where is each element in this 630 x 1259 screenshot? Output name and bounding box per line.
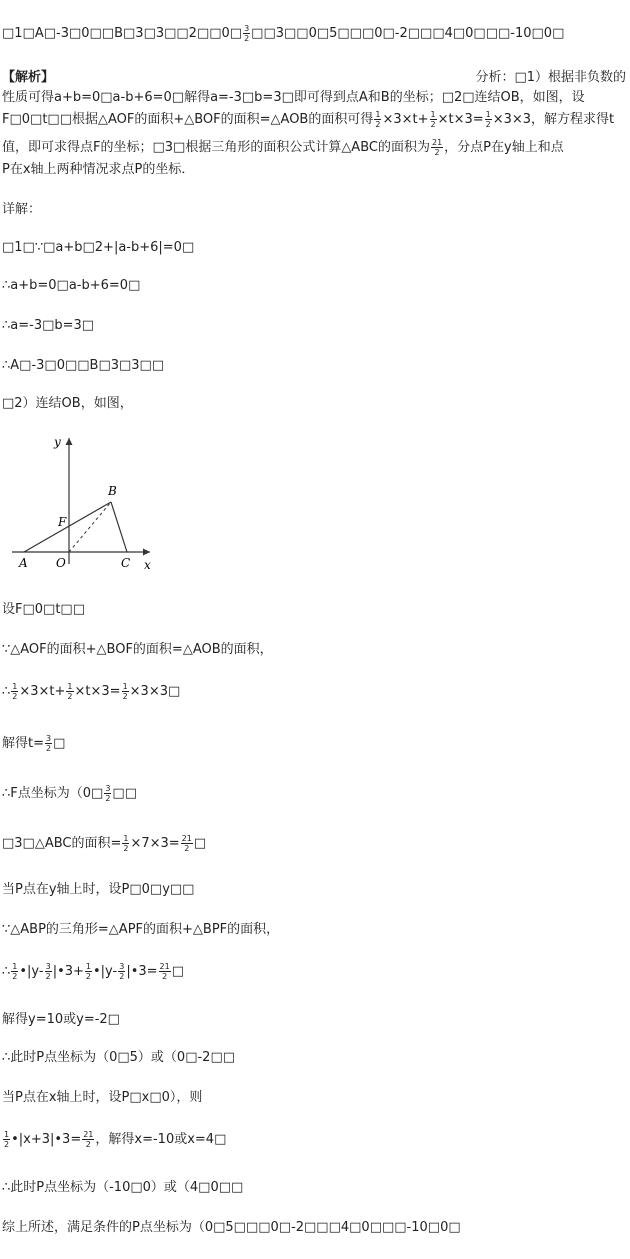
label-f: F [58,515,67,529]
segment-ob [69,502,111,552]
fraction: $\frac{1}{2}$ [123,834,129,853]
fraction: $\frac{1}{2}$ [4,1130,10,1149]
fraction: $\frac{21}{2}$ [431,138,443,157]
label-b: B [108,484,117,498]
fraction: $\frac{21}{2}$ [181,834,192,853]
detail-step-18: $\frac{1}{2}$ •|x+3|•3= $\frac{21}{2}$ ，解得x=-10或x=4□ [4,1130,227,1149]
label-o: O [56,556,66,570]
geometry-figure [10,432,160,572]
fraction: $\frac{1}{2}$ [122,682,128,701]
detail-title: 详解： [2,202,42,217]
answer-text-post: □□3□□0□5□□□0□-2□□□4□0□□□-10□0□ [251,26,565,41]
analysis-line-5: P在x轴上两种情况求点P的坐标． [2,162,195,177]
detail-step-16: ∴此时P点坐标为（0□5）或（0□-2□□ [2,1050,236,1065]
detail-step-1: □1□∵□a+b□2+|a-b+6|=0□ [2,240,195,255]
fraction: $\frac{1}{2}$ [485,110,491,129]
fraction: $\frac{1}{2}$ [85,962,91,981]
detail-step-3: ∴a=-3□b=3□ [2,318,95,333]
segment-ab [24,502,111,552]
analysis-line-2: 性质可得a+b=0□a-b+6=0□解得a=-3□b=3□即可得到点A和B的坐标；□2□连结OB，如图，设 [2,90,585,105]
detail-step-7: ∵△AOF的面积+△BOF的面积=△AOB的面积， [2,642,273,657]
analysis-line-4: 值，即可求得点F的坐标；□3□根据三角形的面积公式计算△ABC的面积为 $\frac{21}{2}$ ，分点P在y轴上和点 [2,138,564,157]
fraction: $\frac{21}{2}$ [159,962,170,981]
fraction: $\frac{3}{2}$ [45,962,51,981]
label-a: A [19,556,28,570]
fraction: $\frac{1}{2}$ [12,682,18,701]
detail-step-2: ∴a+b=0□a-b+6=0□ [2,278,141,293]
detail-step-14: ∴ $\frac{1}{2}$ •|y- $\frac{3}{2}$ |•3+ $\frac{1}{2}$ •|y- $\frac{3}{2}$ |•3= $\frac{21}{2}$ □ [2,962,185,981]
detail-step-12: 当P点在y轴上时，设P□0□y□□ [2,882,195,897]
detail-step-9: 解得t= $\frac{3}{2}$ □ [2,734,66,753]
answer-text-pre: □1□A□-3□0□□B□3□3□□2□□0□ [2,26,243,41]
analysis-intro: 分析：□1）根据非负数的 [475,70,626,85]
detail-conclusion: 综上所述，满足条件的P点坐标为（0□5□□□0□-2□□□4□0□□□-10□0□ [2,1220,461,1235]
label-c: C [121,556,131,570]
fraction: $\frac{3}{2}$ [46,734,52,753]
analysis-line-3: F□0□t□□根据△AOF的面积+△BOF的面积=△AOB的面积可得 $\frac{1}{2}$ ×3×t+ $\frac{1}{2}$ ×t×3= $\frac{1}{2}$ ×3×3，解方程求得t [2,110,615,129]
detail-step-6: 设F□0□t□□ [2,602,85,617]
detail-step-15: 解得y=10或y=-2□ [2,1012,120,1027]
y-axis-label: y [54,435,61,449]
fraction: $\frac{21}{2}$ [83,1130,94,1149]
answer-line [2,24,564,44]
detail-step-5: □2）连结OB，如图， [2,396,133,411]
detail-step-8: ∴ $\frac{1}{2}$ ×3×t+ $\frac{1}{2}$ ×t×3= $\frac{1}{2}$ ×3×3□ [2,682,181,701]
detail-step-11: □3□△ABC的面积= $\frac{1}{2}$ ×7×3= $\frac{21}{2}$ □ [2,834,207,853]
detail-step-17: 当P点在x轴上时，设P□x□0），则 [2,1090,203,1105]
detail-step-10: ∴F点坐标为（0□ $\frac{3}{2}$ □□ [2,784,137,803]
fraction: $\frac{3}{2}$ [244,24,250,43]
detail-step-4: ∴A□-3□0□□B□3□3□□ [2,358,165,373]
fraction: $\frac{3}{2}$ [105,784,111,803]
detail-step-13: ∵△ABP的三角形=△APF的面积+△BPF的面积， [2,922,280,937]
analysis-heading: 【解析】 [2,70,55,85]
segment-bc [111,502,127,552]
fraction: $\frac{1}{2}$ [430,110,436,129]
x-axis-label: x [144,558,151,572]
fraction: $\frac{1}{2}$ [12,962,18,981]
fraction: $\frac{1}{2}$ [375,110,381,129]
fraction: $\frac{3}{2}$ [119,962,125,981]
fraction: $\frac{1}{2}$ [67,682,73,701]
detail-step-19: ∴此时P点坐标为（-10□0）或（4□0□□ [2,1180,244,1195]
